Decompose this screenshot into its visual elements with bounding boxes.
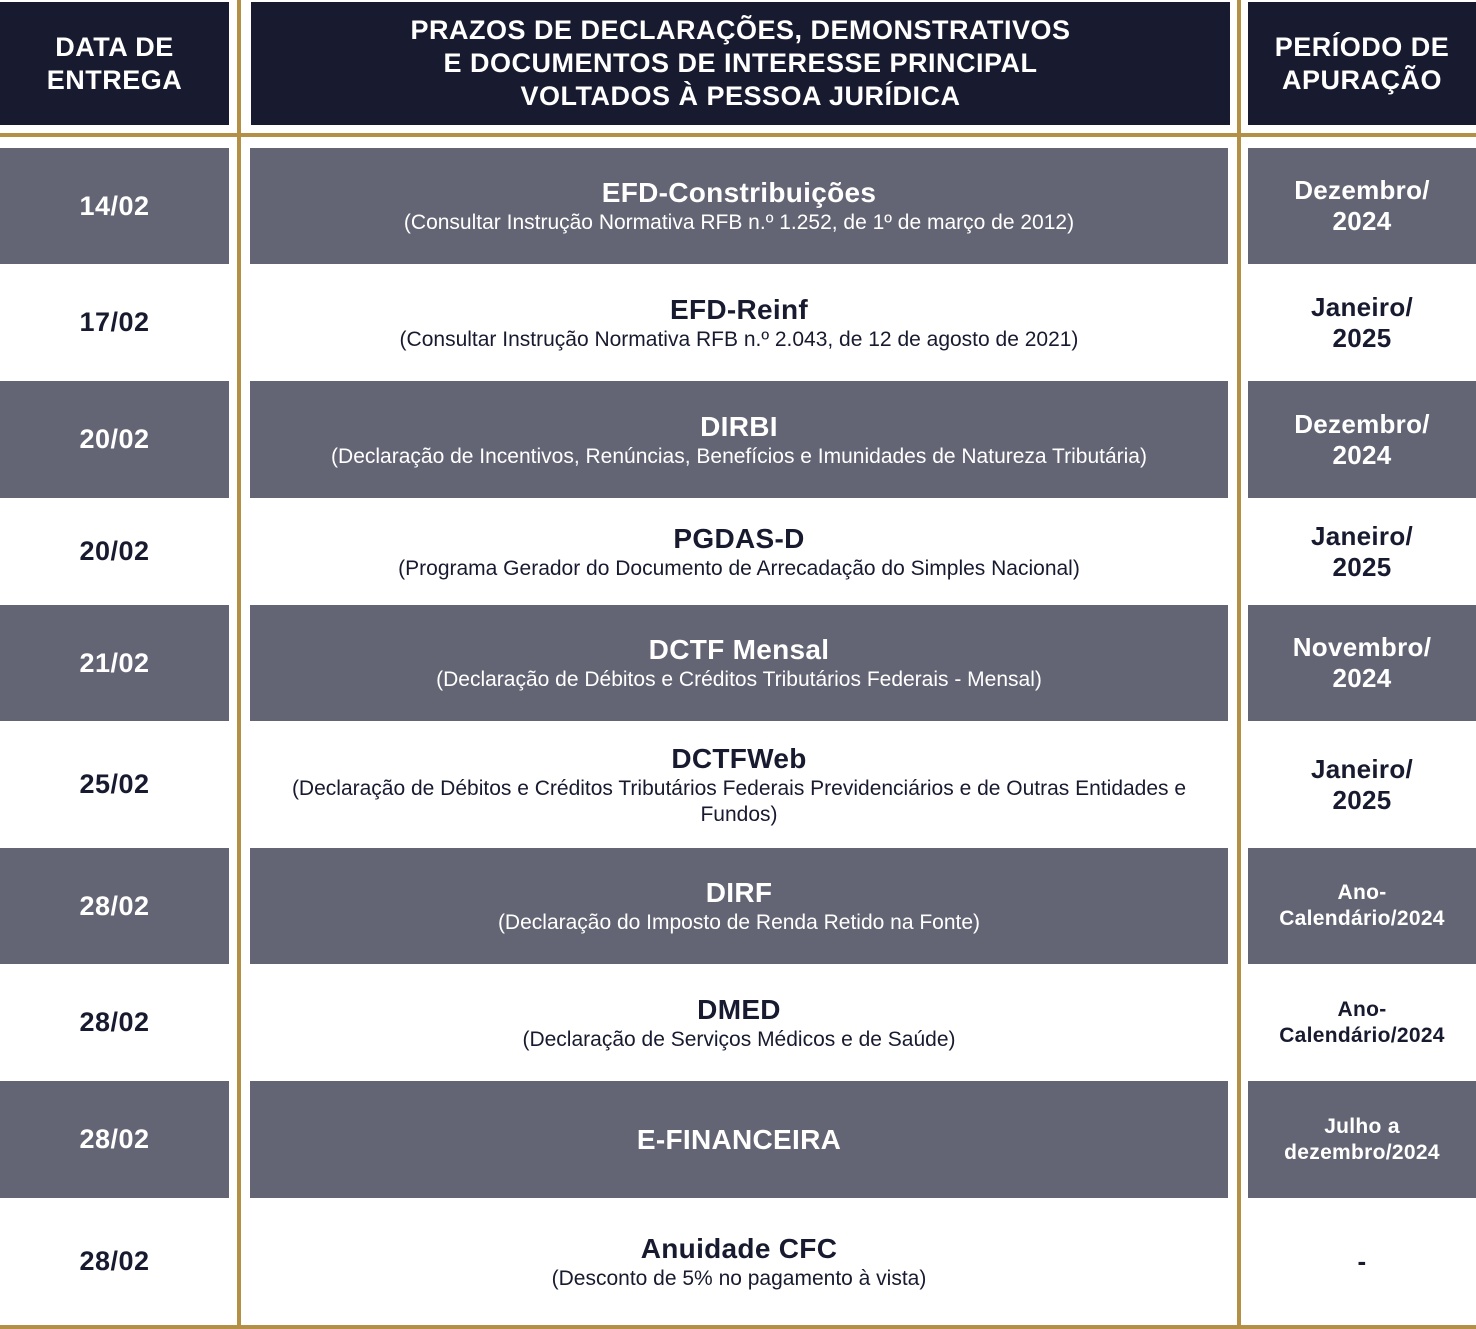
row-period-line-1: Janeiro/: [1310, 753, 1414, 784]
row-subtitle: (Declaração de Débitos e Créditos Tributários Federais Previdenciários e de Outras Entidades e Fundos): [291, 776, 1187, 826]
row-date: 21/02: [79, 647, 150, 678]
row-period-cell: [1248, 964, 1476, 1081]
header-date: [0, 2, 229, 125]
row-period-line-2: 2025: [1332, 551, 1392, 582]
row-title: DMED: [697, 993, 781, 1025]
row-title: DIRF: [705, 877, 773, 908]
row-subtitle: (Declaração de Débitos e Créditos Tributários Federais - Mensal): [436, 668, 1042, 691]
row-subtitle: (Declaração de Serviços Médicos e de Saúde): [522, 1027, 956, 1051]
row-subtitle: (Consultar Instrução Normativa RFB n.º 2.043, de 12 de agosto de 2021): [399, 327, 1079, 351]
row-subtitle: (Declaração do Imposto de Renda Retido na Fonte): [497, 911, 981, 934]
row-date: 25/02: [79, 769, 150, 799]
row-period-line-1: Novembro/: [1292, 632, 1432, 662]
row-date: 28/02: [79, 890, 150, 921]
row-date-cell: [0, 264, 229, 381]
header-title-line-2: E DOCUMENTOS DE INTERESSE PRINCIPAL: [443, 48, 1038, 78]
row-document-cell: [250, 721, 1228, 848]
column-divider-right: [1237, 0, 1241, 1329]
row-period-line-1: -: [1357, 1246, 1367, 1276]
row-title: PGDAS-D: [673, 522, 805, 554]
row-document-cell: [250, 381, 1228, 498]
row-document-cell: [250, 498, 1228, 605]
row-period-line-2: 2024: [1332, 439, 1392, 470]
bottom-divider: [0, 1325, 1476, 1329]
row-document-cell: [250, 605, 1228, 721]
row-date: 28/02: [79, 1124, 150, 1154]
row-period-cell: [1248, 498, 1476, 605]
row-document-cell: [250, 264, 1228, 381]
row-date: 28/02: [79, 1007, 150, 1037]
header-date-line-1: DATA DE: [55, 31, 174, 62]
row-subtitle: (Consultar Instrução Normativa RFB n.º 1.252, de 1º de março de 2012): [403, 211, 1075, 234]
header-date-line-2: ENTREGA: [46, 64, 183, 95]
row-date-cell: [0, 848, 229, 964]
row-date-cell: [0, 381, 229, 498]
row-date-cell: [0, 721, 229, 848]
row-period-cell: [1248, 1081, 1476, 1198]
header-period: [1248, 2, 1476, 125]
row-period-line-1: Janeiro/: [1310, 520, 1414, 551]
row-title: EFD-Constribuições: [601, 177, 877, 208]
row-period-line-2: 2024: [1332, 663, 1392, 693]
row-period-line-1: Ano-: [1337, 997, 1387, 1021]
row-document-cell: [250, 848, 1228, 964]
row-period-line-2: 2025: [1332, 784, 1392, 815]
header-divider: [0, 133, 1476, 137]
row-date-cell: [0, 605, 229, 721]
row-period-cell: [1248, 848, 1476, 964]
row-title: DCTFWeb: [671, 742, 807, 774]
row-document-cell: [250, 964, 1228, 1081]
row-date: 28/02: [79, 1246, 150, 1276]
row-date: 20/02: [79, 424, 150, 454]
row-period-line-2: Calendário/2024: [1279, 907, 1445, 930]
row-period-line-2: 2024: [1332, 206, 1392, 236]
row-period-line-2: 2025: [1332, 322, 1392, 353]
row-date: 20/02: [79, 536, 150, 566]
row-period-line-1: Dezembro/: [1294, 408, 1430, 439]
row-period-line-1: Janeiro/: [1310, 291, 1414, 322]
row-document-cell: [250, 1198, 1228, 1325]
row-date-cell: [0, 498, 229, 605]
row-title: Anuidade CFC: [640, 1232, 838, 1264]
row-period-cell: [1248, 381, 1476, 498]
row-document-cell: [250, 1081, 1228, 1198]
row-title: E-FINANCEIRA: [636, 1123, 842, 1155]
row-date: 14/02: [79, 190, 150, 221]
row-period-line-1: Julho a: [1324, 1114, 1400, 1138]
row-period-line-2: Calendário/2024: [1279, 1023, 1445, 1047]
row-date-cell: [0, 964, 229, 1081]
row-date-cell: [0, 1081, 229, 1198]
row-subtitle: (Programa Gerador do Documento de Arrecadação do Simples Nacional): [398, 556, 1080, 580]
row-title: DCTF Mensal: [648, 634, 830, 665]
row-period-line-2: dezembro/2024: [1284, 1140, 1440, 1164]
row-title: EFD-Reinf: [669, 293, 809, 325]
header-title-line-3: VOLTADOS À PESSOA JURÍDICA: [520, 81, 961, 111]
row-subtitle: (Desconto de 5% no pagamento à vista): [551, 1266, 927, 1290]
column-divider-left: [237, 0, 241, 1329]
row-date: 17/02: [79, 307, 150, 337]
row-document-cell: [250, 148, 1228, 264]
row-period-cell: [1248, 148, 1476, 264]
header-title-line-1: PRAZOS DE DECLARAÇÕES, DEMONSTRATIVOS: [410, 15, 1071, 45]
header-period-line-2: APURAÇÃO: [1281, 64, 1442, 95]
header-title: [251, 2, 1230, 125]
row-period-cell: [1248, 605, 1476, 721]
row-period-line-1: Dezembro/: [1294, 175, 1430, 205]
row-date-cell: [0, 1198, 229, 1325]
row-subtitle: (Declaração de Incentivos, Renúncias, Benefícios e Imunidades de Natureza Tributária): [331, 444, 1147, 468]
row-title: DIRBI: [700, 410, 778, 442]
header-period-line-1: PERÍODO DE: [1274, 31, 1450, 62]
row-period-cell: [1248, 1198, 1476, 1325]
row-date-cell: [0, 148, 229, 264]
row-period-cell: [1248, 721, 1476, 848]
row-period-cell: [1248, 264, 1476, 381]
row-period-line-1: Ano-: [1337, 881, 1387, 904]
